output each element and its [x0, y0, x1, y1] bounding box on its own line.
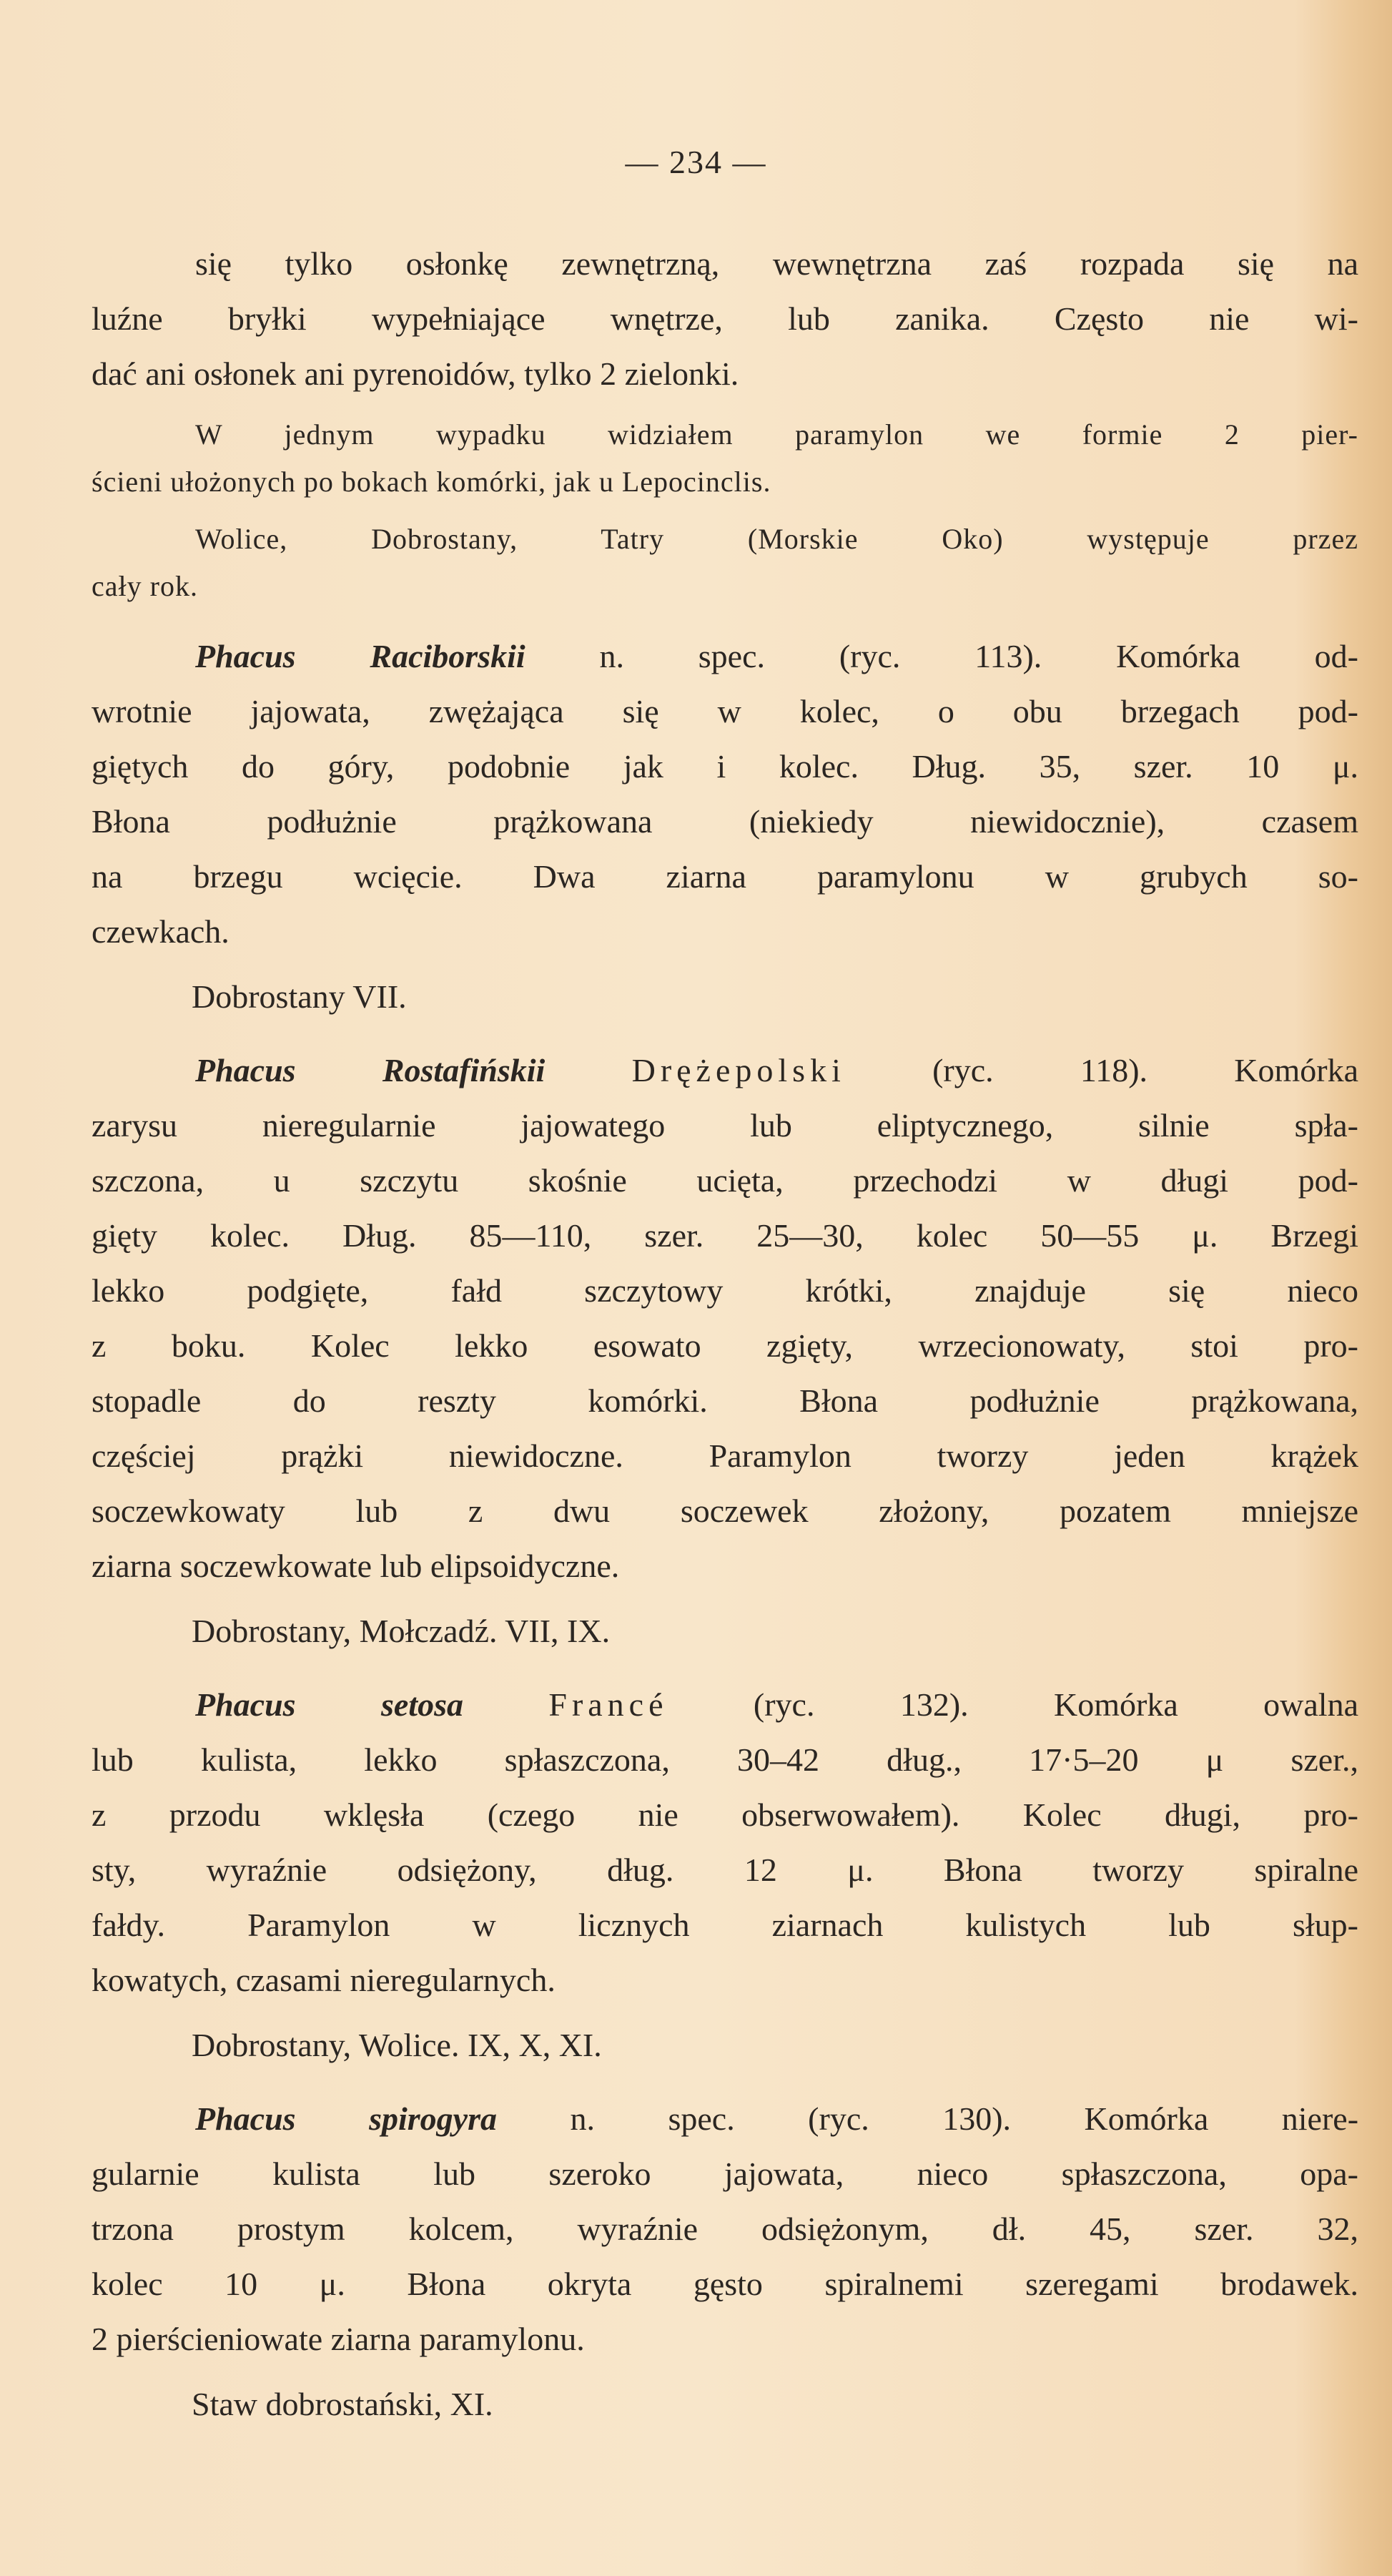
species-entry	[92, 1043, 1358, 1593]
text-line: cały rok.	[92, 570, 198, 602]
species-author: Francé	[548, 1686, 668, 1723]
text-line: gięty kolec. Dług. 85—110, szer. 25—30, kolec 50—55 μ. Brzegi	[92, 1217, 1358, 1254]
text-line: fałdy. Paramylon w licznych ziarnach kulistych lub słup-	[92, 1907, 1358, 1943]
paragraph	[92, 236, 1358, 401]
text-line: zarysu nieregularnie jajowatego lub eliptycznego, silnie spła-	[92, 1107, 1358, 1144]
paragraph	[92, 516, 1358, 610]
text-line	[92, 629, 1358, 684]
text-line: luźne bryłki wypełniające wnętrze, lub zanika. Często nie wi-	[92, 300, 1358, 337]
text-line: W jednym wypadku widziałem paramylon we formie 2 pier-	[195, 418, 1358, 451]
text-line: lekko podgięte, fałd szczytowy krótki, znajduje się nieco	[92, 1272, 1358, 1309]
text-line: się tylko osłonkę zewnętrzną, wewnętrzna zaś rozpada się na	[195, 245, 1358, 282]
text-line: dać ani osłonek ani pyrenoidów, tylko 2 zielonki.	[92, 355, 739, 392]
text-line: na brzegu wcięcie. Dwa ziarna paramylonu w grubych so-	[92, 858, 1358, 895]
species-name: Phacus Rostafińskii	[195, 1052, 546, 1088]
text-line: soczewkowaty lub z dwu soczewek złożony, pozatem mniejsze	[92, 1493, 1358, 1529]
text-line: gularnie kulista lub szeroko jajowata, nieco spłaszczona, opa-	[92, 2155, 1358, 2192]
text-line: kowatych, czasami nieregularnych.	[92, 1962, 556, 1998]
text-line: Dobrostany, Wolice. IX, X, XI.	[192, 2027, 602, 2063]
page-body	[92, 236, 1358, 2432]
species-entry	[92, 2091, 1358, 2366]
locality-line	[92, 2376, 1358, 2432]
text-line: giętych do góry, podobnie jak i kolec. Dług. 35, szer. 10 μ.	[92, 748, 1358, 785]
species-name: Phacus spirogyra	[195, 2100, 497, 2137]
text-line: stopadle do reszty komórki. Błona podłużnie prążkowana,	[92, 1382, 1358, 1419]
species-author: Drężepolski	[631, 1052, 846, 1088]
text-line: kolec 10 μ. Błona okryta gęsto spiralnemi szeregami brodawek.	[92, 2266, 1358, 2302]
species-reference: n. spec. (ryc. 113). Komórka od-	[525, 638, 1358, 674]
text-line: lub kulista, lekko spłaszczona, 30–42 dług., 17·5–20 μ szer.,	[92, 1741, 1358, 1778]
species-name: Phacus Raciborskii	[195, 638, 525, 674]
text-line: ziarna soczewkowate lub elipsoidyczne.	[92, 1548, 620, 1584]
text-line: czewkach.	[92, 913, 229, 950]
text-line: trzona prostym kolcem, wyraźnie odsiężonym, dł. 45, szer. 32,	[92, 2211, 1358, 2247]
species-reference: n. spec. (ryc. 130). Komórka niere-	[496, 2100, 1359, 2137]
text-line: ścieni ułożonych po bokach komórki, jak u Lepocinclis.	[92, 466, 771, 498]
species-entry	[92, 1677, 1358, 2007]
text-line: częściej prążki niewidoczne. Paramylon tworzy jeden krążek	[92, 1437, 1358, 1474]
text-line: z boku. Kolec lekko esowato zgięty, wrzecionowaty, stoi pro-	[92, 1327, 1358, 1364]
text-line: Błona podłużnie prążkowana (niekiedy niewidocznie), czasem	[92, 803, 1358, 840]
text-line: 2 pierścieniowate ziarna paramylonu.	[92, 2321, 585, 2357]
text-line: Staw dobrostański, XI.	[192, 2386, 493, 2422]
text-line	[92, 1677, 1358, 1732]
locality-line	[92, 2017, 1358, 2073]
text-line	[92, 2091, 1358, 2146]
species-reference: (ryc. 118). Komórka	[845, 1052, 1359, 1088]
text-line: Wolice, Dobrostany, Tatry (Morskie Oko) występuje przez	[195, 523, 1358, 555]
species-name: Phacus setosa	[195, 1686, 463, 1723]
species-reference: (ryc. 132). Komórka owalna	[668, 1686, 1358, 1723]
text-line: Dobrostany VII.	[192, 978, 407, 1015]
paragraph	[92, 411, 1358, 506]
text-line: wrotnie jajowata, zwężająca się w kolec, o obu brzegach pod-	[92, 693, 1358, 729]
text-line: sty, wyraźnie odsiężony, dług. 12 μ. Błona tworzy spiralne	[92, 1852, 1358, 1888]
text-line	[92, 1043, 1358, 1098]
locality-line	[92, 969, 1358, 1024]
text-line: z przodu wklęsła (czego nie obserwowałem). Kolec długi, pro-	[92, 1796, 1358, 1833]
text-line: szczona, u szczytu skośnie ucięta, przechodzi w długi pod-	[92, 1162, 1358, 1199]
locality-line	[92, 1603, 1358, 1658]
page-number: — 234 —	[625, 144, 767, 180]
species-entry	[92, 629, 1358, 959]
text-line: Dobrostany, Mołczadź. VII, IX.	[192, 1613, 611, 1649]
